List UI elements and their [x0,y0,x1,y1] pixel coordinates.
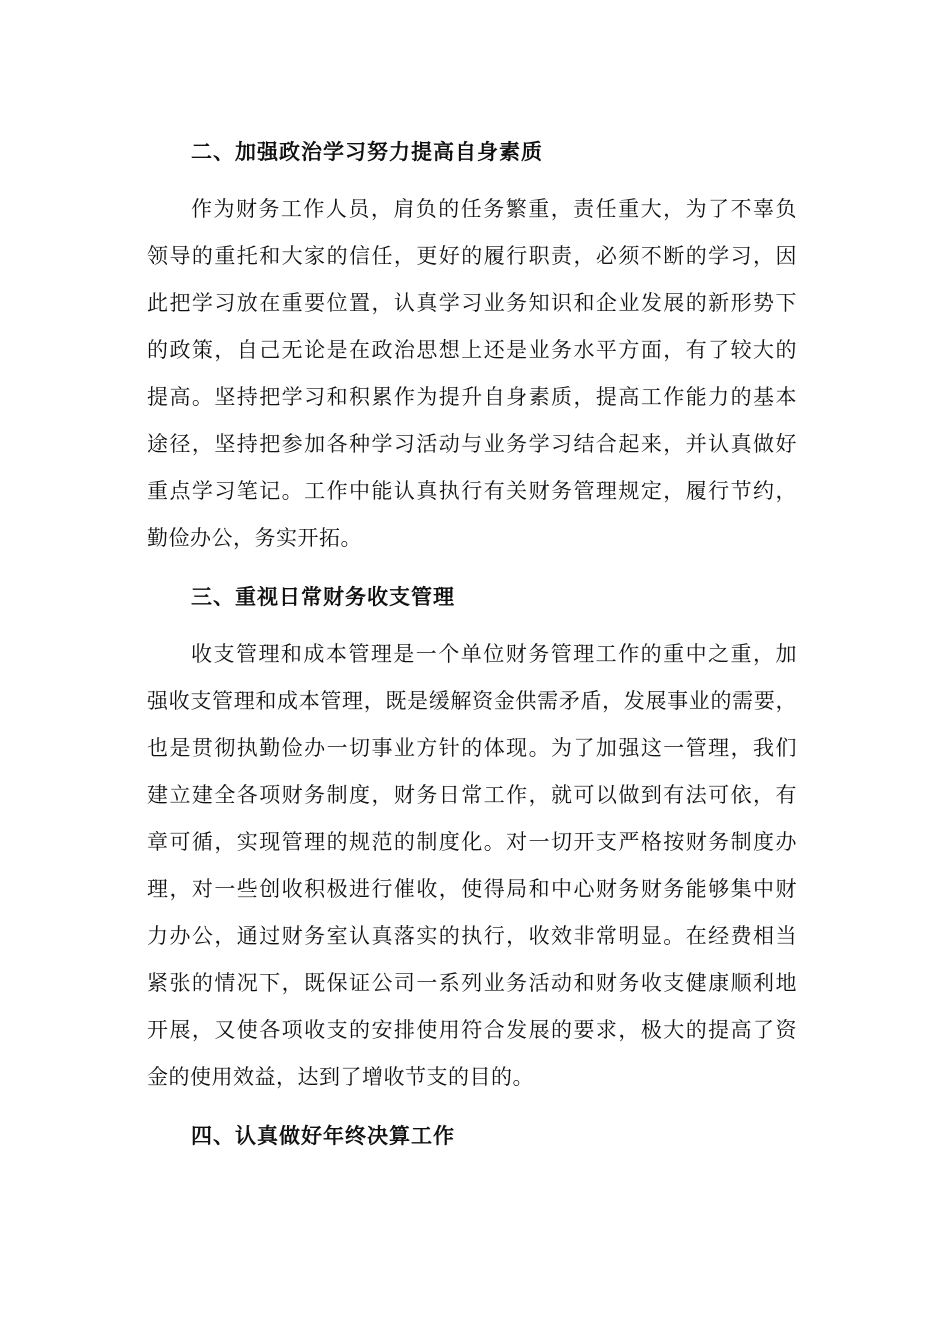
paragraph-line: 途径，坚持把参加各种学习活动与业务学习结合起来，并认真做好 [147,432,797,456]
paragraph-line: 也是贯彻执勤俭办一切事业方针的体现。为了加强这一管理，我们 [147,736,797,760]
paragraph-line: 强收支管理和成本管理，既是缓解资金供需矛盾，发展事业的需要， [147,689,797,713]
section-heading: 二、加强政治学习努力提高自身素质 [191,140,543,164]
paragraph-line: 作为财务工作人员，肩负的任务繁重，责任重大，为了不辜负 [191,197,797,221]
paragraph-line: 勤俭办公，务实开拓。 [147,526,362,550]
paragraph-line: 力办公，通过财务室认真落实的执行，收效非常明显。在经费相当 [147,924,797,948]
paragraph-line: 理，对一些创收积极进行催收，使得局和中心财务财务能够集中财 [147,877,797,901]
paragraph-line: 重点学习笔记。工作中能认真执行有关财务管理规定，履行节约， [147,479,797,503]
paragraph-line: 紧张的情况下，既保证公司一系列业务活动和财务收支健康顺利地 [147,971,797,995]
section-paragraph [147,186,797,562]
section-heading: 四、认真做好年终决算工作 [191,1124,455,1148]
document-body [147,128,797,1160]
paragraph-line: 此把学习放在重要位置，认真学习业务知识和企业发展的新形势下 [147,291,797,315]
paragraph-line: 金的使用效益，达到了增收节支的目的。 [147,1065,534,1089]
paragraph-line: 的政策，自己无论是在政治思想上还是业务水平方面，有了较大的 [147,338,797,362]
section-paragraph [147,631,797,1101]
paragraph-line: 开展，又使各项收支的安排使用符合发展的要求，极大的提高了资 [147,1018,797,1042]
paragraph-line: 建立建全各项财务制度，财务日常工作，就可以做到有法可依，有 [147,783,797,807]
paragraph-line: 提高。坚持把学习和积累作为提升自身素质，提高工作能力的基本 [147,385,797,409]
paragraph-line: 领导的重托和大家的信任，更好的履行职责，必须不断的学习，因 [147,244,797,268]
section-heading: 三、重视日常财务收支管理 [191,585,455,609]
paragraph-line: 收支管理和成本管理是一个单位财务管理工作的重中之重，加 [191,642,797,666]
paragraph-line: 章可循，实现管理的规范的制度化。对一切开支严格按财务制度办 [147,830,797,854]
